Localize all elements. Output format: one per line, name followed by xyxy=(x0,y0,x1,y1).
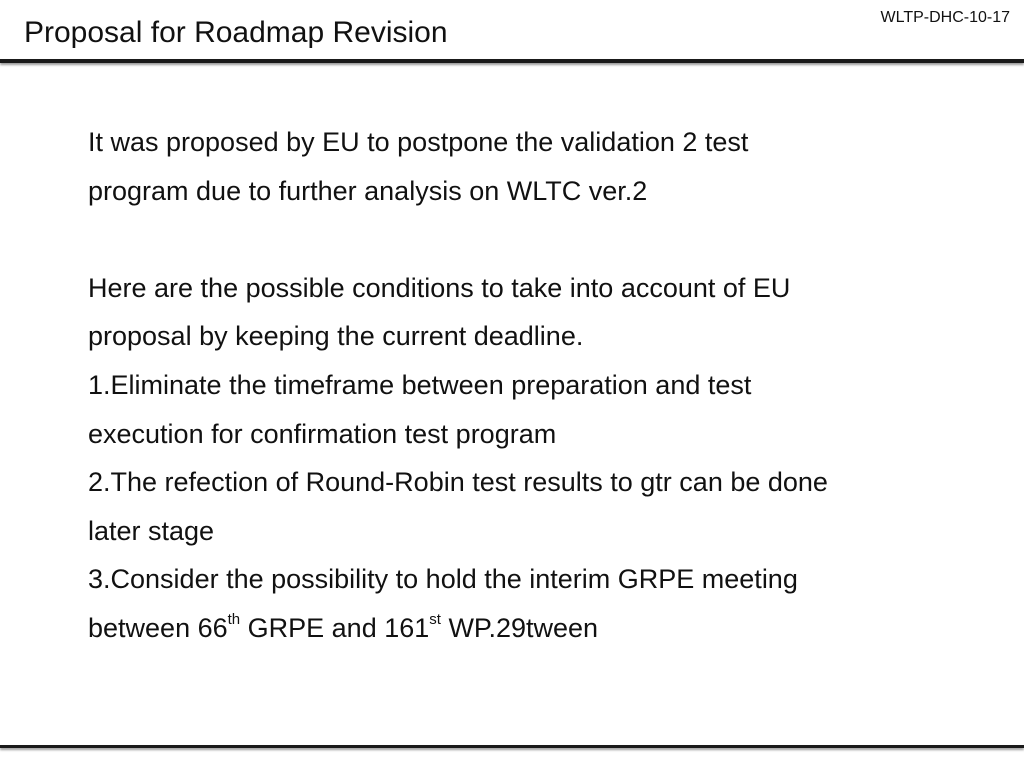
paragraph-2-line-1: Here are the possible conditions to take into account of EU xyxy=(88,272,791,303)
list-item-1-line-2: execution for confirmation test program xyxy=(88,418,557,449)
list-item-3-line-2 xyxy=(88,604,968,653)
list-item-3-line-1: 3.Consider the possibility to hold the interim GRPE meeting xyxy=(88,564,798,595)
list-item-1-line-1: 1.Eliminate the timeframe between preparation and test xyxy=(88,369,752,400)
slide-body xyxy=(88,118,968,653)
list-item-2-line-1: 2.The refection of Round-Robin test results to gtr can be done xyxy=(88,467,828,498)
list-item-3-text-c: WP.29tween xyxy=(440,612,599,643)
ordinal-superscript-th: th xyxy=(227,610,241,628)
header-divider xyxy=(0,59,1024,63)
ordinal-superscript-st: st xyxy=(429,610,441,628)
paragraph-2-line-2: proposal by keeping the current deadline. xyxy=(88,321,584,352)
list-item-3-text-b: GRPE and 161 xyxy=(240,612,430,643)
document-code: WLTP-DHC-10-17 xyxy=(880,9,1010,26)
list-item-3-text-a: between 66 xyxy=(88,612,228,643)
paragraph-spacer xyxy=(88,215,968,264)
footer-divider xyxy=(0,745,1024,748)
paragraph-1-line-1: It was proposed by EU to postpone the validation 2 test xyxy=(88,127,749,157)
paragraph-1-line-2: program due to further analysis on WLTC ver.2 xyxy=(88,175,648,206)
slide-title: Proposal for Roadmap Revision xyxy=(24,16,448,49)
list-item-2-line-2: later stage xyxy=(88,515,215,546)
